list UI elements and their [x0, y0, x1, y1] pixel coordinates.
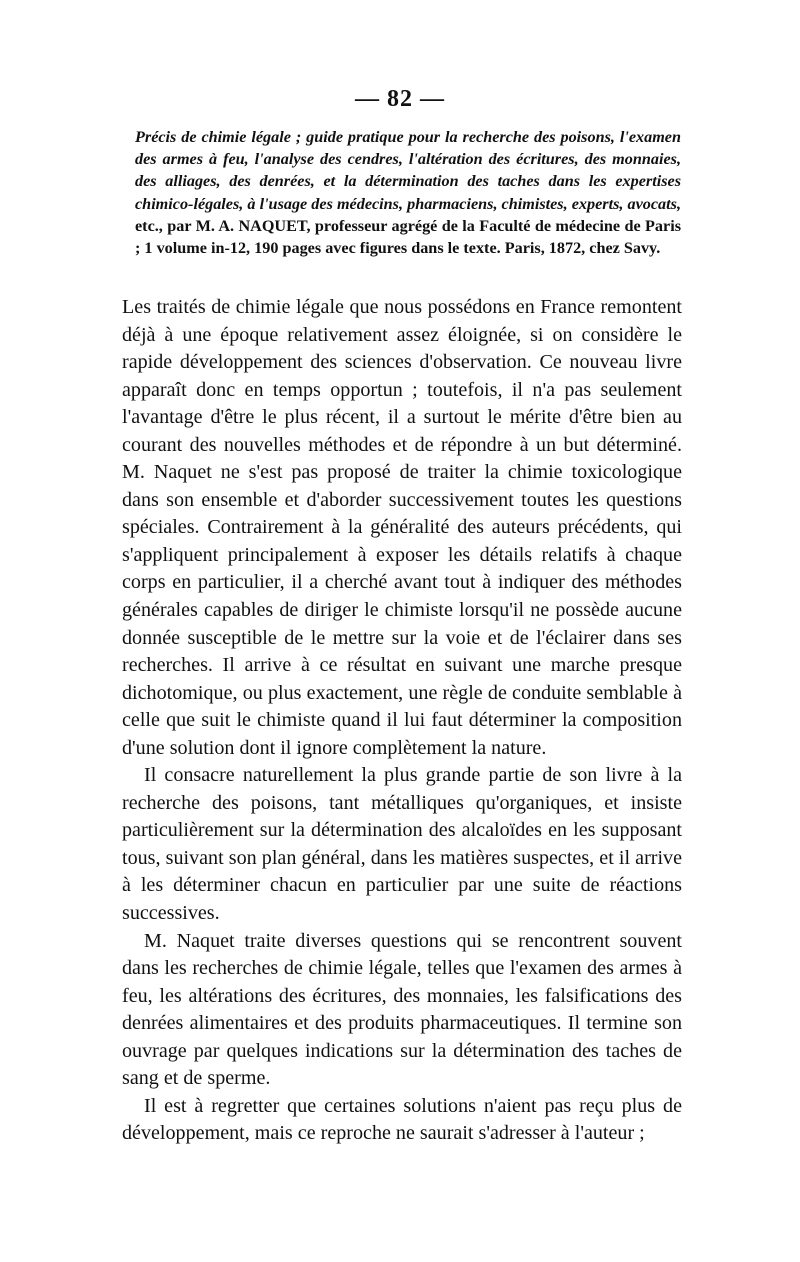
paragraph-3: M. Naquet traite diverses questions qui se rencontrent souvent dans les recherches de chimie légale, telles que l'examen des armes à feu, les altérations des écritures, des monnaies, les falsifications des denrées alimentaires et des produits pharmaceutiques. Il termine son ouvrage par quelques indications sur la détermination des taches de sang et de sperme.: [122, 929, 682, 1090]
page-number: — 82 —: [355, 86, 445, 112]
book-title: Précis de chimie légale ; guide pratique pour la recherche des poisons, l'examen des armes à feu, l'analyse des cendres, l'altération des écritures, des monnaies, des alliages, des denrées, et la détermination des taches dans les expertises chimico-légales, à l'usage des médecins, pharmaciens, chimistes, experts, avocats,: [135, 128, 681, 213]
paragraph-1: Les traités de chimie légale que nous possédons en France remontent déjà à une époque relativement assez éloignée, si on considère le rapide développement des sciences d'observation. Ce nouveau livre apparaît donc en temps opportun ; toutefois, il n'a pas seulement l'avantage d'être le plus récent, il a surtout le mérite d'être bien au courant des nouvelles méthodes et de répondre à un but déterminé. M. Naquet ne s'est pas proposé de traiter la chimie toxicologique dans son ensemble et d'aborder successivement toutes les questions spéciales. Contrairement à la généralité des auteurs précédents, qui s'appliquent principalement à exposer les détails relatifs à chaque corps en particulier, il a cherché avant tout à indiquer des méthodes générales capables de diriger le chimiste lorsqu'il ne possède aucune donnée susceptible de le mettre sur la voie et de l'éclairer dans ses recherches. Il arrive à ce résultat en suivant une marche presque dichotomique, ou plus exactement, une règle de conduite semblable à celle que suit le chimiste quand il lui faut déterminer la composition d'une solution dont il ignore complètement la nature.: [122, 296, 682, 759]
paragraph-2: Il consacre naturellement la plus grande partie de son livre à la recherche des poisons, tant métalliques qu'organiques, et insiste particulièrement sur la détermination des alcaloïdes en les supposant tous, suivant son plan général, dans les matières suspectes, et il arrive à les déterminer chacun en particulier par une suite de réactions successives.: [122, 764, 682, 925]
paragraph-4: Il est à regretter que certaines solutions n'aient pas reçu plus de développement, mais ce reproche ne saurait s'adresser à l'auteur ;: [122, 1094, 682, 1145]
review-body: [122, 294, 682, 1148]
book-details: etc., par M. A. NAQUET, professeur agrégé de la Faculté de médecine de Paris ; 1 volume in-12, 190 pages avec figures dans le texte. Paris, 1872, chez Savy.: [135, 216, 681, 258]
bibliographic-entry: [135, 126, 681, 259]
